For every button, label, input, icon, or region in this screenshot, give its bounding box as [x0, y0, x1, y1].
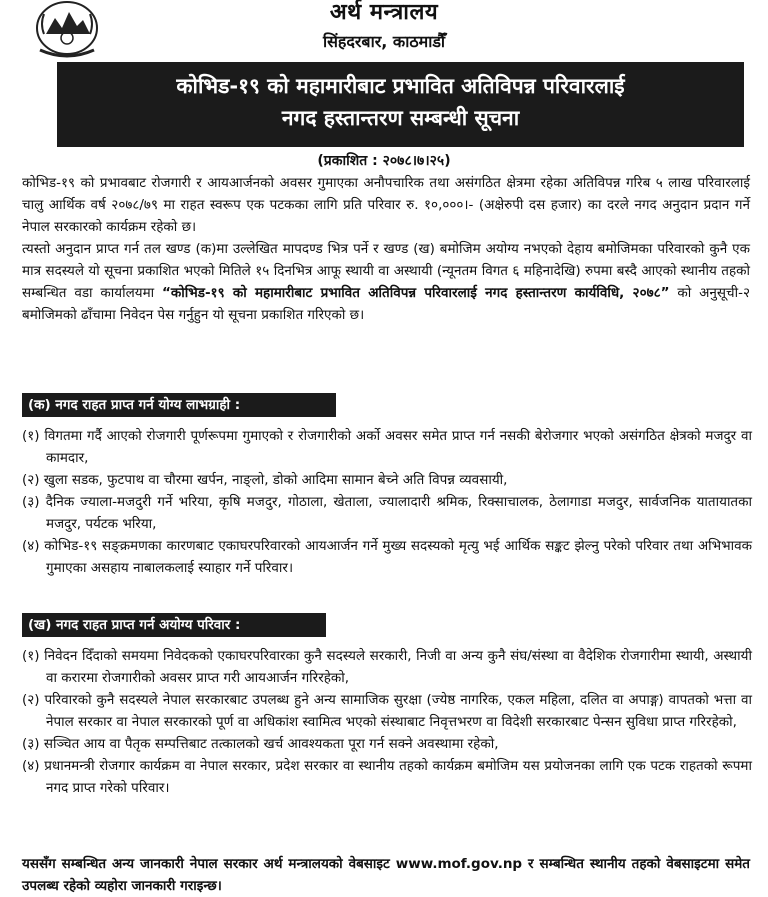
list-item: (१) निवेदन दिँदाको समयमा निवेदकको एकाघरपरिवारका कुनै सदस्यले सरकारी, निजी वा अन्य कुनै संघ/संस्था वा वैदेशिक रोजगारीमा स्थायी, अस्थायी वा करारमा रोजगारीको अवसर प्राप्त गरी आयआर्जन गरिरहेको, [22, 648, 752, 686]
list-item: (२) परिवारको कुनै सदस्यले नेपाल सरकारबाट उपलब्ध हुने अन्य सामाजिक सुरक्षा (ज्येष्ठ नागरिक, एकल महिला, दलित वा अपाङ्ग) वापतको भत्ता वा नेपाल सरकार वा नेपाल सरकारको पूर्ण वा अधिकांश स्वामित्व भएको संस्थाबाट निवृत्तभरण वा विदेशी सरकारबाट पेन्सन सुविधा प्राप्त गरिरहेको, [22, 692, 752, 730]
list-item: (३) सञ्चित आय वा पैतृक सम्पत्तिबाट तत्कालको खर्च आवश्यकता पूरा गर्न सक्ने अवस्थामा रहेको, [22, 736, 499, 752]
ineligible-list [22, 645, 752, 799]
notice-banner [57, 62, 744, 147]
procedure-title: “कोभिड-१९ को महामारीबाट प्रभावित अतिविपन्न परिवारलाई नगद हस्तान्तरण कार्यविधि, २०७८” [162, 285, 670, 301]
list-item: (४) कोभिड-१९ सङ्क्रमणका कारणबाट एकाघरपरिवारको आयआर्जन गर्ने मुख्य सदस्यको मृत्यु भई आर्थिक सङ्कट झेल्नु परेको परिवार तथा अभिभावक गुमाएका असहाय नाबालकलाई स्याहार गर्ने परिवार। [22, 538, 752, 576]
banner-line-1: कोभिड-१९ को महामारीबाट प्रभावित अतिविपन्न परिवारलाई [176, 74, 625, 98]
ministry-title: अर्थ मन्त्रालय [329, 0, 439, 25]
eligible-list [22, 425, 752, 579]
list-item: (२) खुला सडक, फुटपाथ वा चौरमा खर्पन, नाङ्लो, डोको आदिमा सामान बेच्ने अति विपन्न व्यवसायी, [22, 472, 508, 488]
intro-text [22, 172, 750, 326]
footer-note: यससँग सम्बन्धित अन्य जानकारी नेपाल सरकार अर्थ मन्त्रालयको वेबसाइट www.mof.gov.np र सम्बन्धित स्थानीय तहको वेबसाइटमा समेत उपलब्ध रहेको व्यहोरा जानकारी गराइन्छ। [22, 856, 750, 894]
section-a-heading: (क) नगद राहत प्राप्त गर्न योग्य लाभग्राही : [22, 393, 336, 417]
section-b-heading: (ख) नगद राहत प्राप्त गर्न अयोग्य परिवार : [22, 613, 326, 637]
published-date: (प्रकाशित : २०७८।७।२५) [317, 153, 451, 169]
ministry-address: सिंहदरबार, काठमाडौँ [322, 32, 446, 51]
banner-line-2: नगद हस्तान्तरण सम्बन्धी सूचना [281, 106, 520, 130]
intro-paragraph-2 [22, 238, 750, 326]
list-item: (३) दैनिक ज्याला-मजदुरी गर्ने भरिया, कृषि मजदुर, गोठाला, खेताला, ज्यालादारी श्रमिक, रिक्साचालक, ठेलागाडा मजदुर, सार्वजनिक यातायातका मजदुर, पर्यटक भरिया, [22, 494, 752, 532]
list-item: (४) प्रधानमन्त्री रोजगार कार्यक्रम वा नेपाल सरकार, प्रदेश सरकार वा स्थानीय तहको कार्यक्रम बमोजिम यस प्रयोजनका लागि एक पटक राहतको रूपमा नगद प्राप्त गरेको परिवार। [22, 758, 752, 796]
intro-p2-end: को अनुसूची-२ बमोजिमको ढाँचामा निवेदन पेस गर्नुहुन यो सूचना प्रकाशित गरिएको छ। [22, 285, 750, 323]
list-item: (१) विगतमा गर्दै आएको रोजगारी पूर्णरूपमा गुमाएको र रोजगारीको अर्को अवसर समेत प्राप्त गर्न नसकी बेरोजगार भएको असंगठित क्षेत्रको मजदुर वा कामदार, [22, 428, 752, 466]
intro-p2-start: त्यस्तो अनुदान प्राप्त गर्न तल खण्ड (क)मा उल्लेखित मापदण्ड भित्र पर्ने र खण्ड (ख) बमोजिम अयोग्य नभएको देहाय बमोजिमका परिवारको कुनै एक मात्र सदस्यले यो सूचना प्रकाशित भएको मितिले १५ दिनभित्र आफू स्थायी वा अस्थायी (न्यूनतम विगत ६ महिनादेखि) रुपमा बस्दै आएको स्थानीय तहको सम्बन्धित वडा कार्यालयमा [22, 241, 750, 301]
intro-paragraph-1: कोभिड-१९ को प्रभावबाट रोजगारी र आयआर्जनको अवसर गुमाएका अनौपचारिक तथा असंगठित क्षेत्रमा रहेका अतिविपन्न गरिब ५ लाख परिवारलाई चालु आर्थिक वर्ष २०७८/७९ मा राहत स्वरूप एक पटकका लागि प्रति परिवार रु. १०,०००।- (अक्षेरुपी दस हजार) का दरले नगद अनुदान प्रदान गर्ने नेपाल सरकारको कार्यक्रम रहेको छ। [22, 175, 750, 235]
